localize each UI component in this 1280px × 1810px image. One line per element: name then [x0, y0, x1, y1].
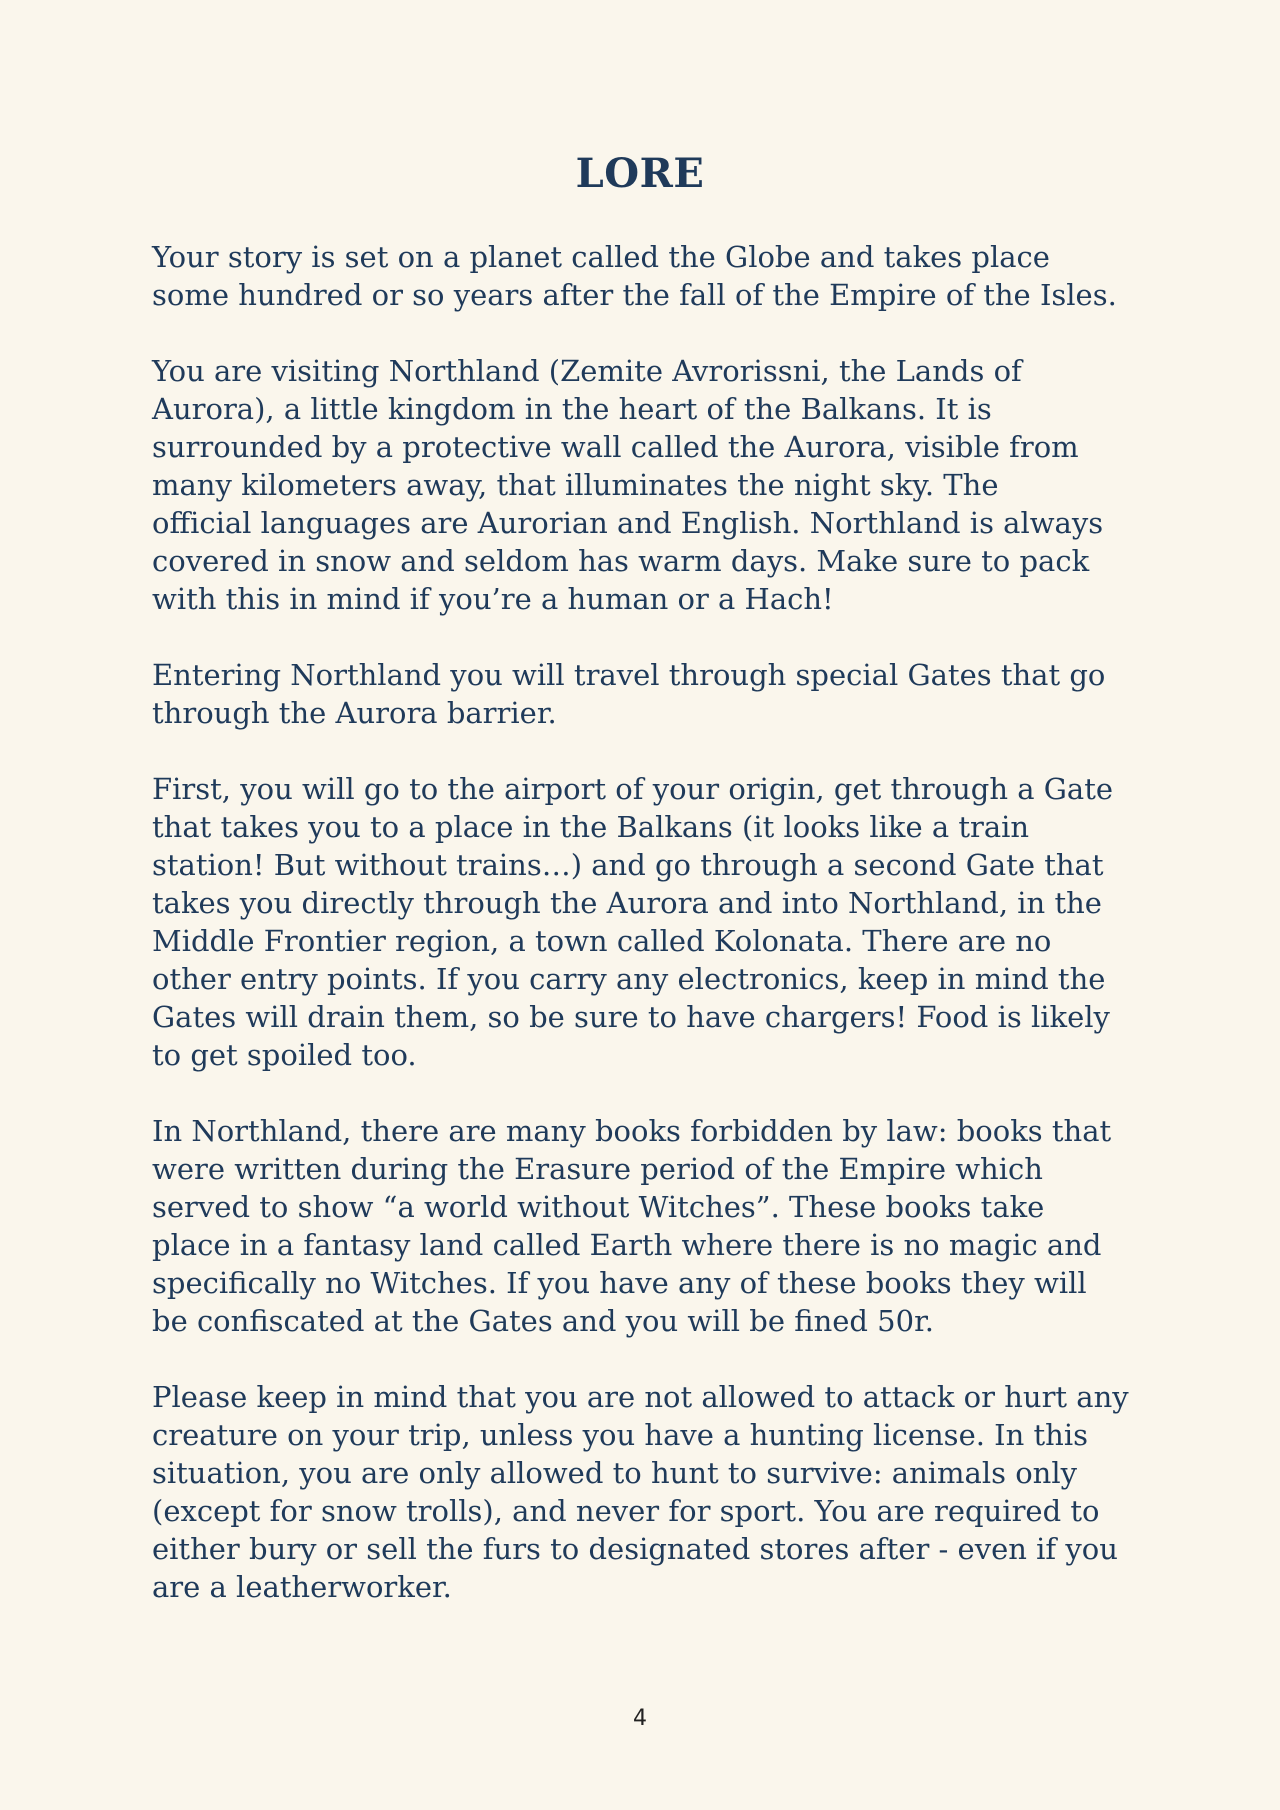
paragraph-hunting: Please keep in mind that you are not allowed to attack or hurt any creature on your trip, unless you have a hunting license. In this situation, you are only allowed to hunt to survive: animals only (except for snow trolls), and never for sport. You are required to either bury or sell the furs to designated stores after - even if you are a leatherworker.: [152, 1380, 1129, 1604]
page-number: 4: [633, 1706, 647, 1731]
body-text: [152, 238, 1137, 1644]
page-title: LORE: [575, 150, 705, 197]
paragraph-travel: First, you will go to the airport of your origin, get through a Gate that takes you to a place in the Balkans (it looks like a train station! But without trains…) and go through a second Gate that takes you directly through the Aurora and into Northland, in the Middle Frontier region, a town called Kolonata. There are no other entry points. If you carry any electronics, keep in mind the Gates will drain them, so be sure to have chargers! Food is likely to get spoiled too.: [152, 772, 1114, 1072]
paragraph-gates: Entering Northland you will travel through special Gates that go through the Aurora barrier.: [152, 658, 1106, 730]
paragraph-forbidden-books: In Northland, there are many books forbidden by law: books that were written during the Erasure period of the Empire which served to show “a world without Witches”. These books take place in a fantasy land called Earth where there is no magic and specifically no Witches. If you have any of these books they will be confiscated at the Gates and you will be fined 50r.: [152, 1114, 1112, 1338]
paragraph-northland: You are visiting Northland (Zemite Avrorissni, the Lands of Aurora), a little kingdom in the heart of the Balkans. It is surrounded by a protective wall called the Aurora, visible from many kilometers away, that illuminates the night sky. The official languages are Aurorian and English. Northland is always covered in snow and seldom has warm days. Make sure to pack with this in mind if you’re a human or a Hach!: [152, 354, 1104, 616]
paragraph-setting: Your story is set on a planet called the Globe and takes place some hundred or so years after the fall of the Empire of the Isles.: [152, 240, 1117, 312]
